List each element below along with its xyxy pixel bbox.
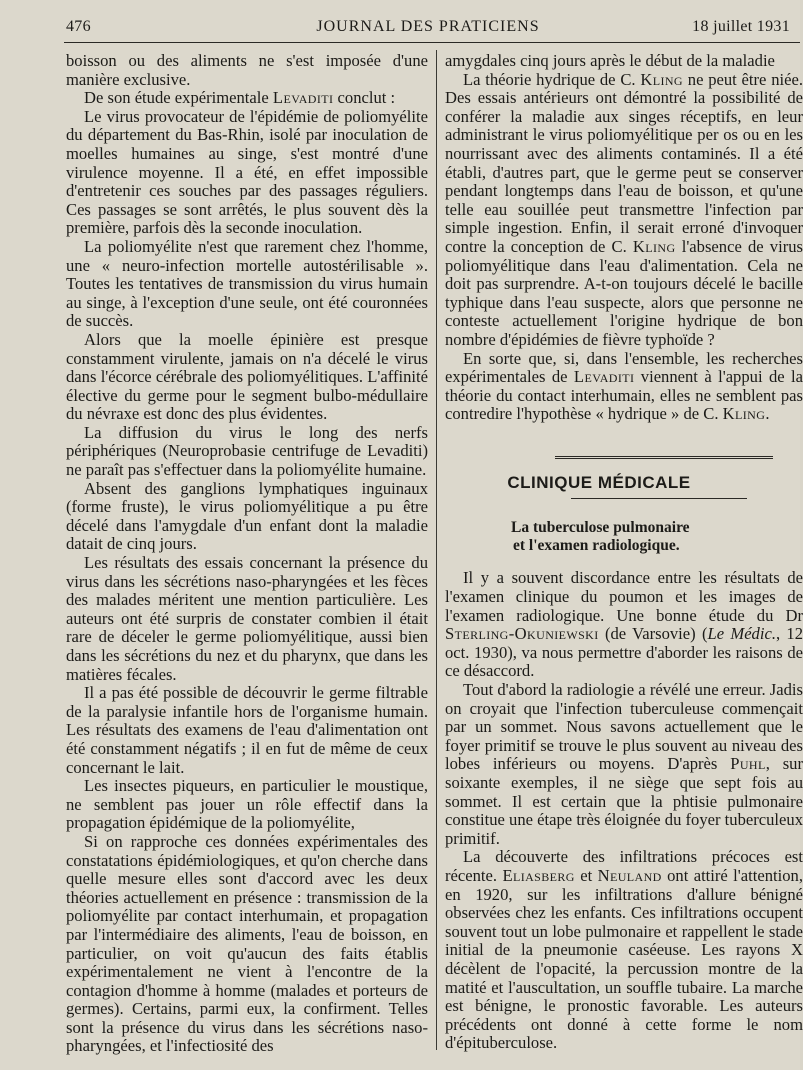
paragraph: Il a pas été possible de découvrir le germe filtrable de la paralysie infantile hors de l'organisme humain. Les résultats des examens de l'eau d'alimentation ont été constamment négatifs ; il en fut de même de ceux concernant le lait.: [66, 683, 428, 777]
author-name: Kling: [640, 69, 683, 89]
paragraph: En sorte que, si, dans l'ensemble, les recherches expérimentales de Levaditi viennent à l'appui de la théorie du contact interhumain, elles ne semblent pas contredire l'hypothèse « hydrique » de C. Kling.: [445, 348, 803, 424]
author-name: Eliasberg: [502, 865, 575, 885]
section-title: CLINIQUE MÉDICALE: [507, 472, 691, 492]
paragraph: amygdales cinq jours après le début de la maladie: [445, 51, 775, 70]
author-name: Puhl: [730, 754, 766, 774]
article-title: La tuberculose pulmonaire et l'examen radiologique.: [511, 519, 690, 555]
paragraph: Absent des ganglions lymphatiques inguinaux (forme fruste), le virus poliomyélitique a pu être décelé dans l'amygdale d'un enfant dont la maladie datait de cinq jours.: [66, 478, 428, 554]
paragraph: boisson ou des aliments ne s'est imposée d'une manière exclusive.: [66, 51, 428, 89]
paragraph: La diffusion du virus le long des nerfs périphériques (Neuroprobasie centrifuge de Levaditi) ne paraît pas s'effectuer dans la poliomyélite humaine.: [66, 422, 428, 480]
author-name: Kling: [722, 404, 766, 424]
author-name: Kling: [632, 236, 676, 256]
paragraph: Il y a souvent discordance entre les résultats de l'examen clinique du poumon et les images de l'examen radiologique. Une bonne étude du Dr Sterling-Okuniewski (de Varsovie) (Le Médic., 12 oct. 1930), va nous permettre d'aborder les raisons de ce désaccord.: [445, 568, 803, 681]
paragraph: Les résultats des essais concernant la présence du virus dans les sécrétions naso-pharyngées et les fèces des malades méritent une mention particulière. Les auteurs ont été surpris de constater combien il était rare de déceler le germe poliomyélitique, aussi bien dans les sécrétions du nez et du pharynx, que dans les matières fécales.: [66, 553, 428, 684]
paragraph: La théorie hydrique de C. Kling ne peut être niée. Des essais antérieurs ont démontré la possibilité de conférer la maladie aux singes réceptifs, en leur administrant le virus poliomyélitique per os ou en les nourrissant avec des aliments contaminés. Il a été établi, d'autres part, que le germe peut se conserver pendant longtemps dans l'eau de boisson, et qu'une telle eau souillée peut transmettre l'infection par simple ingestion. Enfin, il serait erroné d'invoquer contre la conception de C. Kling l'absence de virus poliomyélitique dans l'eau d'alimentation. Cela ne doit pas surprendre. A-t-on toujours décelé le bacille typhique dans l'eau suspecte, alors que personne ne conteste actuellement l'origine hydrique de bon nombre d'épidémies de fièvre typhoïde ?: [445, 69, 803, 349]
paragraph: De son étude expérimentale Levaditi conclut :: [84, 88, 396, 108]
paragraph: Si on rapproche ces données expérimentales des constatations épidémiologiques, et qu'on cherche dans quelle mesure elles sont d'accord avec les deux théories actuellement en présence : transmission de la poliomyélite par contact interhumain, et propagation par l'intermédiaire des aliments, l'eau de boisson, en particulier, on voit qu'aucun des faits établis expérimentalement ne vient à l'encontre de la contagion d'homme à homme (malades et porteurs de germes). Certains, parmi eux, la confirment. Telles sont la présence du virus dans les sécrétions naso-pharyngées, et l'infectiosité des: [66, 831, 428, 1056]
author-name: Levaditi: [573, 367, 635, 387]
journal-title: JOURNAL DES PRATICIENS: [316, 18, 540, 35]
author-name: Neuland: [597, 865, 662, 885]
paragraph: Tout d'abord la radiologie a révélé une erreur. Jadis on croyait que l'infection tuberculeuse commençait par un sommet. Nous savons actuellement que le foyer primitif se trouve le plus souvent au niveau des lobes inférieurs ou moyens. D'après Puhl, sur soixante exemples, il ne siège que sept fois au sommet. Il est certain que la phtisie pulmonaire constitue une étape très éloignée du foyer tuberculeux primitif.: [445, 680, 803, 848]
section-divider: [555, 456, 773, 462]
section-underline: [571, 498, 747, 499]
page-header: [66, 14, 790, 40]
page-number: 476: [66, 18, 91, 35]
header-rule: [64, 42, 800, 43]
paragraph: Les insectes piqueurs, en particulier le moustique, ne semblent pas jouer un rôle effectif dans la propagation épidémique de la poliomyélite,: [66, 776, 428, 833]
paragraph: La découverte des infiltrations précoces est récente. Eliasberg et Neuland ont attiré l'attention, en 1920, sur les infiltrations d'allure bénigné observées chez les enfants. Ces infiltrations occupent souvent tout un lobe pulmonaire et rappellent le stade initial de la pneumonie caséeuse. Les rayons X décèlent de l'opacité, la percussion montre de la matité et l'auscultation, un souffle tubaire. La marche est bénigne, le pronostic favorable. Les auteurs précédents ont donné à cette forme le nom d'épituberculose.: [445, 847, 803, 1053]
paragraph: La poliomyélite n'est que rarement chez l'homme, une « neuro-infection mortelle autostérilisable ». Toutes les tentatives de transmission du virus humain au singe, à l'exception d'une seule, ont été couronnées de succès.: [66, 236, 428, 331]
issue-date: 18 juillet 1931: [692, 18, 790, 35]
column-separator: [436, 50, 437, 1050]
journal-reference: Le Médic.: [707, 624, 776, 644]
paragraph: Alors que la moelle épinière est presque constamment virulente, jamais on n'a décelé le virus dans l'écorce cérébrale des poliomyélitiques. L'affinité élective du germe pour le segment bulbo-médullaire du névraxe est donc des plus évidentes.: [66, 329, 428, 424]
author-name: Sterling-Okuniewski: [445, 624, 599, 644]
right-column: [445, 52, 803, 1062]
paragraph: Le virus provocateur de l'épidémie de poliomyélite du département du Bas-Rhin, isolé par inoculation de moelles humaines au singe, s'est montré d'une virulence moyenne. Il a été, en effet impossible d'entretenir ces souches par des passages réguliers. Ces passages se sont arrêtés, le plus souvent dès la première, parfois dès la seconde inoculation.: [66, 106, 428, 238]
left-column: [66, 52, 428, 1056]
author-name: Levaditi: [272, 88, 334, 108]
